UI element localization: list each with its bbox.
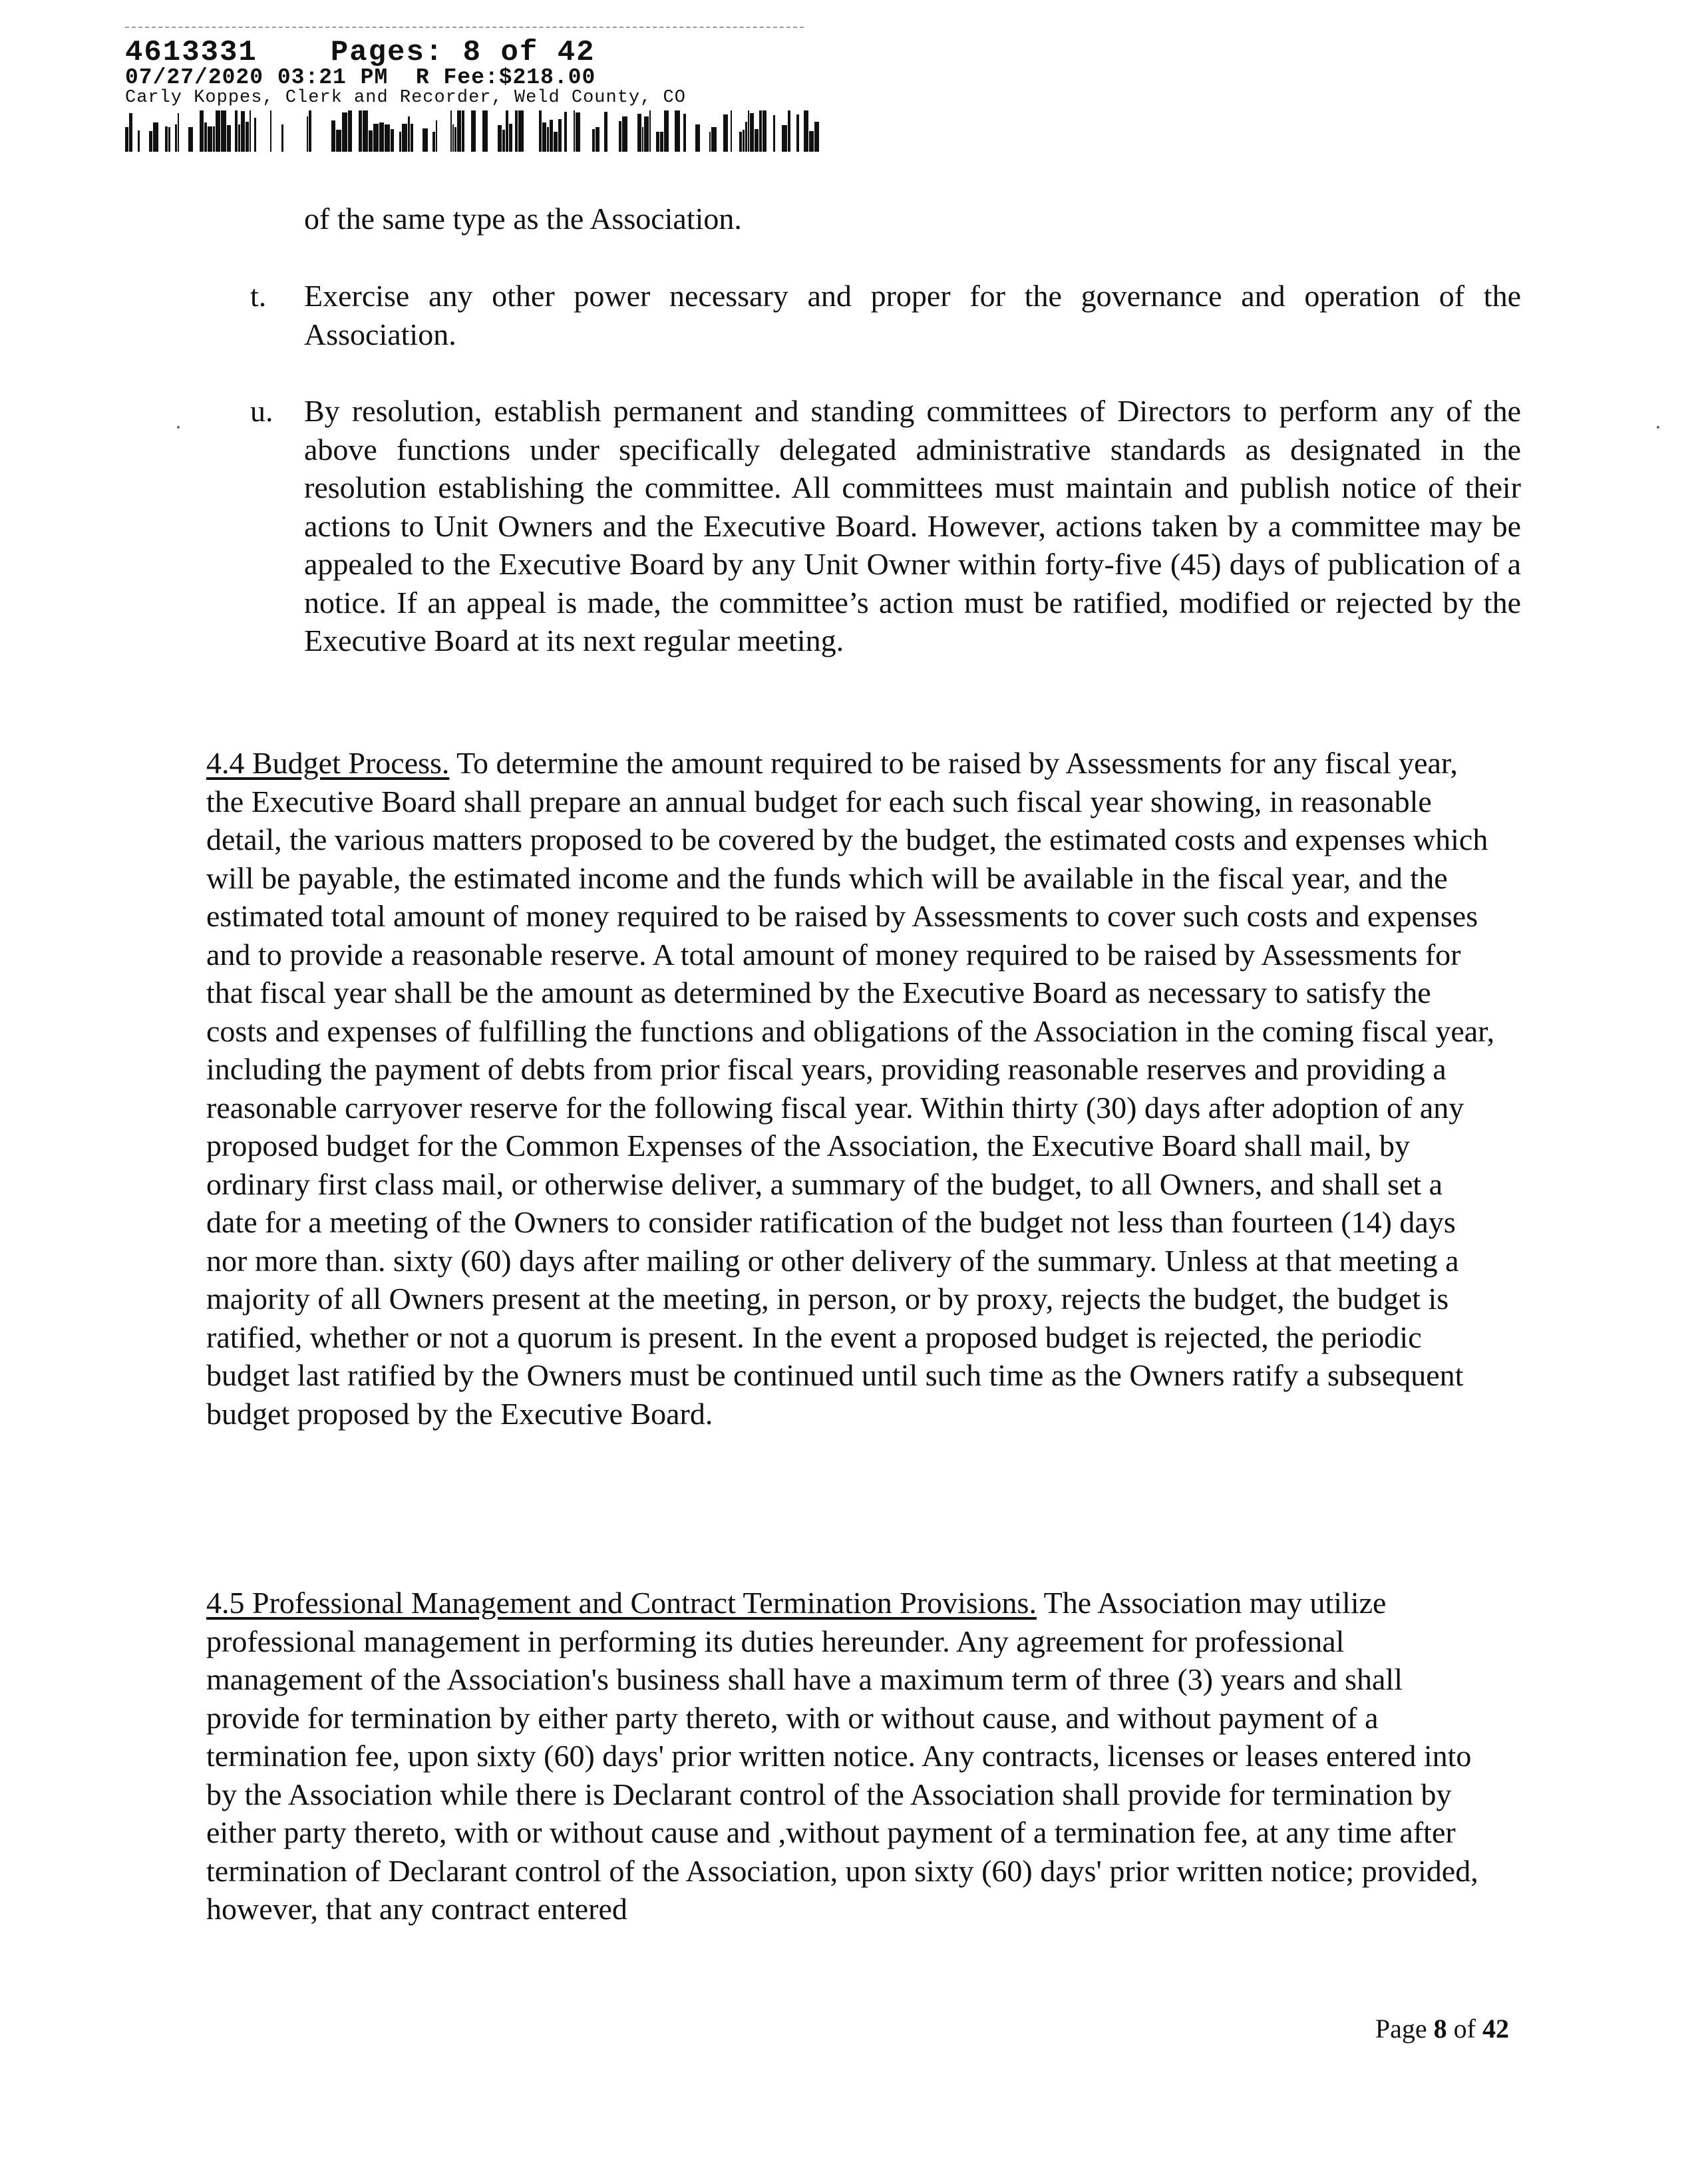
barcode-bar	[509, 124, 512, 152]
barcode-bar	[547, 127, 549, 152]
barcode-bar	[755, 129, 759, 152]
barcode-bar	[307, 116, 308, 152]
clerk-line: Carly Koppes, Clerk and Recorder, Weld County, CO	[125, 88, 686, 108]
barcode-bar	[452, 124, 454, 152]
barcode-bar	[564, 112, 567, 152]
recording-stamp	[125, 37, 870, 155]
barcode-bar	[221, 110, 226, 152]
pages-count: Pages: 8 of 42	[330, 36, 596, 69]
barcode-bar	[168, 127, 170, 152]
barcode-bar	[773, 115, 775, 152]
barcode-bar	[759, 110, 762, 152]
barcode-bar	[379, 122, 384, 152]
barcode-bar	[649, 110, 651, 152]
barcode-bar	[723, 114, 728, 152]
barcode-bar	[731, 110, 732, 152]
barcode-bar	[213, 126, 215, 152]
barcode-bar	[436, 120, 437, 152]
barcode-bar	[637, 114, 641, 152]
barcode-bar	[175, 124, 177, 152]
barcode-bar	[348, 110, 352, 152]
barcode-bar	[138, 130, 140, 152]
barcode-bar	[788, 110, 790, 152]
barcode-bar	[804, 110, 808, 152]
barcode-bar	[342, 112, 347, 152]
barcode-bar	[644, 116, 649, 152]
barcode-bar	[411, 124, 413, 152]
barcode-bar	[656, 132, 659, 152]
section-professional-management	[206, 1584, 1497, 1928]
barcode-bar	[188, 127, 193, 152]
barcode-bar	[457, 110, 461, 152]
barcode-bar	[554, 132, 558, 152]
barcode-bar	[574, 110, 575, 152]
barcode-bar	[750, 113, 754, 152]
barcode-bar	[149, 131, 152, 152]
barcode-bar	[518, 110, 524, 152]
barcode-bar	[270, 110, 271, 152]
barcode-bar	[743, 130, 745, 152]
section-body: The Association may utilize professional management in performing its duties hereunder. Any agreement for professional management of the Association's business shall have a maximum term of three (3) years and shall provide for termination by either party thereto, with or without cause, and without payment of a termination fee, upon sixty (60) days' prior written notice. Any contracts, licenses or leases entered into by the Association while there is Declarant control of the Association shall provide for termination by either party thereto, with or without cause and ,without payment of a termination fee, at any time after termination of Declarant control of the Association, upon sixty (60) days' prior written notice; provided, however, that any contract entered	[206, 1586, 1478, 1926]
barcode-bar	[363, 110, 368, 152]
barcode-bar	[664, 110, 669, 152]
section-body: To determine the amount required to be raised by Assessments for any fiscal year, the Executive Board shall prepare an annual budget for each such fiscal year showing, in reasonable detail, the various matters proposed to be covered by the budget, the estimated costs and expenses which will be payable, the estimated income and the funds which will be available in the fiscal year, and the estimated total amount of money required to be raised by Assessments to cover such costs and expenses and to provide a reasonable reserve. A total amount of money required to be raised by Assessments for that fiscal year shall be the amount as determined by the Executive Board as necessary to satisfy the costs and expenses of fulfilling the functions and obligations of the Association in the coming fiscal year, including the payment of debts from prior fiscal years, providing reasonable reserves and providing a reasonable carryover reserve for the following fiscal year. Within thirty (30) days after adoption of any proposed budget for the Common Expenses of the Association, the Executive Board shall mail, by ordinary first class mail, or otherwise deliver, a summary of the budget, to all Owners, and shall set a date for a meeting of the Owners to consider ratification of the budget not less than fourteen (14) days nor more than. sixty (60) days after mailing or other delivery of the summary. Unless at that meeting a majority of all Owners present at the meeting, in person, or by proxy, rejects the budget, the budget is ratified, whether or not a quorum is present. In the event a proposed budget is rejected, the periodic budget last ratified by the Owners must be continued until such time as the Owners ratify a subsequent budget proposed by the Executive Board.	[206, 746, 1495, 1431]
barcode-bar	[125, 127, 128, 152]
barcode-bar	[216, 110, 220, 152]
section-heading: 4.5 Professional Management and Contract Termination Provisions.	[206, 1586, 1037, 1620]
list-item-t	[250, 277, 1521, 353]
footer-page-number: 8	[1433, 2014, 1447, 2044]
barcode-bar	[675, 110, 680, 152]
barcode-bar	[642, 127, 643, 152]
barcode-bar	[432, 132, 435, 152]
barcode-bar	[709, 132, 711, 152]
recording-fee: R Fee:$218.00	[415, 65, 596, 90]
barcode-bar	[558, 119, 562, 152]
barcode-bar	[254, 118, 256, 152]
reception-number: 4613331	[125, 36, 257, 69]
barcode-bar	[250, 110, 251, 152]
barcode-bar	[165, 126, 168, 152]
barcode-bar	[153, 122, 158, 152]
barcode-bar	[542, 122, 546, 152]
barcode-bar	[391, 129, 394, 152]
barcode-bar	[763, 110, 766, 152]
barcode-bar	[373, 124, 379, 152]
continuation-text: of the same type as the Association.	[304, 202, 742, 236]
barcode-bar	[408, 116, 410, 152]
barcode-bar	[309, 110, 311, 152]
barcode-bar	[238, 124, 240, 152]
scan-speck	[177, 426, 180, 429]
barcode-bar	[550, 120, 553, 152]
recording-datetime: 07/27/2020 03:21 PM	[125, 65, 389, 90]
barcode-bar	[745, 122, 747, 152]
barcode-bar	[576, 112, 580, 152]
item-text: By resolution, establish permanent and standing committees of Directors to perform any of the above functions under specifically delegated administrative standards as designated in the resolution establishing the committee. All committees must maintain and publish notice of their actions to Unit Owners and the Executive Board. However, actions taken by a committee may be appealed to the Executive Board by any Unit Owner within forty-five (45) days of publication of a notice. If an appeal is made, the committee’s action must be ratified, modified or rejected by the Executive Board at its next regular meeting.	[304, 394, 1521, 657]
barcode-bar	[471, 110, 476, 152]
barcode-bar	[462, 110, 464, 152]
barcode-bar	[596, 127, 599, 152]
barcode-bar	[246, 122, 249, 152]
barcode-bar	[359, 110, 362, 152]
barcode-bar	[498, 125, 502, 152]
barcode-bar	[336, 130, 341, 152]
barcode-bar	[619, 121, 621, 152]
barcode-bar	[622, 116, 627, 152]
list-item-u	[250, 392, 1521, 660]
barcode-bar	[814, 122, 819, 152]
barcode-bar	[235, 110, 238, 152]
barcode-bar	[502, 130, 505, 152]
barcode-bar	[604, 112, 607, 152]
barcode-bar	[482, 110, 488, 152]
barcode-bar	[515, 110, 518, 152]
barcode-bar	[739, 132, 742, 152]
barcode-bar	[402, 124, 407, 152]
footer-of-word: of	[1453, 2014, 1476, 2044]
barcode-bar	[200, 110, 204, 152]
section-heading: 4.4 Budget Process.	[206, 746, 450, 780]
barcode-bar	[450, 110, 452, 152]
barcode-bar	[506, 110, 508, 152]
barcode-bar	[281, 124, 283, 152]
barcode-bar	[539, 110, 542, 152]
scan-speck	[1657, 426, 1659, 429]
barcode-bar	[178, 113, 179, 152]
item-text: Exercise any other power necessary and proper for the governance and operation of the Association.	[304, 279, 1521, 351]
section-budget-process	[206, 744, 1497, 1433]
barcode-bar	[711, 127, 717, 152]
barcode-bar	[809, 131, 814, 152]
footer-page-total: 42	[1482, 2014, 1509, 2044]
barcode-bar	[369, 130, 373, 152]
barcode-bar	[331, 120, 335, 152]
item-marker: u.	[250, 394, 273, 428]
barcode-bar	[454, 127, 456, 152]
stamp-border	[125, 27, 804, 28]
barcode-bar	[204, 122, 207, 152]
barcode-bar	[129, 113, 132, 152]
barcode-bar	[683, 114, 686, 152]
barcode-image	[125, 110, 830, 152]
barcode-bar	[385, 124, 390, 152]
footer-page-word: Page	[1375, 2014, 1427, 2044]
barcode-bar	[748, 110, 749, 152]
barcode-bar	[782, 125, 787, 152]
barcode-bar	[227, 125, 231, 152]
barcode-bar	[423, 128, 428, 152]
barcode-bar	[592, 129, 595, 152]
barcode-bar	[660, 132, 663, 152]
barcode-bar	[241, 111, 245, 152]
item-marker: t.	[250, 279, 267, 313]
page-footer	[1375, 2013, 1509, 2044]
barcode-bar	[796, 114, 799, 152]
barcode-bar	[695, 124, 700, 152]
barcode-bar	[399, 132, 401, 152]
barcode-bar	[208, 126, 212, 152]
